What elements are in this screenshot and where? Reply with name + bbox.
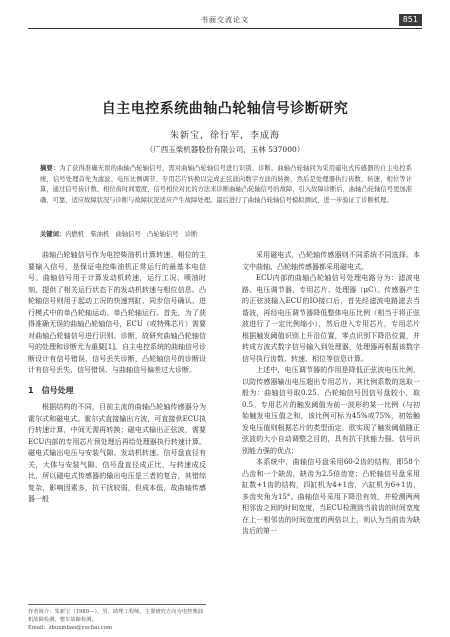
authors: 朱新宝，徐行军，李成海: [169, 131, 280, 141]
abstract-text: 为了获得准确无误的曲轴凸轮轴信号，需对曲轴凸轮轴信号进行识别、诊断。曲轴凸轮轴同为采用磁电式传感器的自主电控系统，信号处理首先为滤波、电压比例调节、专用芯片转换以完成正弦波向数字方波的转换，然后是处理器执行齿数、转速、相位等计算，通过信号齿计数、相位齿时间宽度，信号相位对比的方法来诊断曲轴凸轮轴信号的故障，引入故障诊断后，曲轴凸轮轴信号更加准确、可靠，适应故障状况与诊断与故障状况适应产生故障处理。最后进行了曲轴凸轮轴信号模拟测试，进一步验证了诊断机理。: [40, 165, 413, 204]
right-paragraph-3: 上述中，电压调节器的作用是降低正弦波电压比例，以防传感器输出电压超出专用芯片。其比例系数的选取一般为：曲轴信号取0.25，凸轮轴信号因信号盘较小，取0.5。专用芯片的触发阈值为前一波形的某一比例（与初始触发电压值之和，该比例可标为45%或75%，初始触发电压值则根据芯片的类型而定，欧实现了触发阈值随正弦波的大小自动调整之目的，具有抗干扰能力强、信号识别能力强的优点；: [242, 366, 420, 455]
section-paragraph: 根据结构的不同，目前主流的曲轴凸轮轴传感器分为霍尔式和磁电式。霍尔式直接输出方波，可直接供ECU执行转速计算，中间无需再转换；磁电式输出正弦波，需要ECU内部的专用芯片预处理后再给处理器执行转速计算。磁电式输出电压与安装气隙、发动机转速、信号盘直径有关，大体与安装气隙、信号盘直径成正比，与转速成反比，所以磁电式传感器的输出电压是三者的复合，其错综复杂，影响因素多，抗干扰较弱，但成本低，故曲轴传感器一般: [28, 403, 206, 503]
keywords: [40, 230, 412, 240]
intro-paragraph: 曲轴凸轮轴信号作为电控柴油机计算转速、相位的主要输入信号，是保证电控柴油机正常运行的最基本电信号。曲轴信号用于计算发动机转速，运行工况、喷油时刻，提供了相关运行状态下的发动机转速与相位信息。凸轮轴信号则用于起动工况的快速判缸、同步信号确认、进行模式中的单凸轮轴运动、单凸轮轴运行。首先，为了获得准确无误的曲轴凸轮轴信号，ECU（或特殊芯片）需要对曲轴凸轮轴信号进行识别、诊断，故研究曲轴凸轮轴信号的处理和诊断尤为重要[1]。自主电控系统的曲轴信号诊断设计有信号错误、信号丢失诊断，凸轮轴信号的诊断设计有信号丢失、信号错误、与曲轴信号偏差过大诊断。: [28, 251, 206, 374]
abstract: [40, 164, 412, 206]
paper-title: 自主电控系统曲轴凸轮轴信号诊断研究: [101, 101, 349, 117]
affiliation: （广西玉柴机器股份有限公司，玉林 537000）: [145, 145, 305, 154]
footnote-bio: 作者简介：朱新宝（1989—），男，助理工程师，主要研究方向为电控柴油机故障检测、整车故障检测。: [28, 609, 204, 623]
keywords-text: 内燃机 柴油机 曲轴信号 凸轮轴信号 诊断: [65, 231, 198, 238]
right-paragraph-2: ECU内部的曲轴凸轮轴信号处理电路分为：滤波电路、电压调节器、专用芯片、处理器（μC）。传感器产生的正弦波输入ECU的IO接口后，首先经滤波电路滤去当谐波，再经电压调节器降低整体电压比例（相当于将正弦波进行了一定比例缩小），然后进入专用芯片，专用芯片根据触发阈值识别上升沿位置，零点识别下降沿位置，并转成方波式数字信号输入到处理器，处理器再根据该数字信号执行齿数、转速、相位等信息计算。: [242, 274, 420, 363]
page-number: 851: [399, 14, 422, 26]
author-footnote: [28, 604, 206, 632]
running-head-text: 书面交流论文: [201, 16, 249, 24]
right-paragraph-1: 采用磁电式，凸轮轴传感器则不同系统不同选择。本文中曲轴、凸轮轴传感器都采用磁电式。: [242, 251, 420, 271]
section-heading: 1 信号处理: [28, 385, 74, 395]
footnote-email: Email：zhuxinbao@yuchai.com: [28, 625, 112, 631]
abstract-label: 摘要：: [40, 165, 60, 172]
right-paragraph-4: 本系统中，曲轴信号盘采用60-2齿的结构，即58个凸齿和一个缺齿，缺齿为2.5倍齿宽；凸轮轴信号盘采用缸数+1齿的结构，四缸机为4+1齿，六缸机为6+1齿，多齿夹角为15°。曲轴信号采用下降沿有效，并检测两两相邻齿之间的时间宽度，当ECU检测到当前齿的时间宽度在上一相邻齿的时间宽度的两倍以上，则认为当前齿为缺齿后的第一: [242, 458, 420, 535]
running-header: [28, 14, 422, 29]
right-column: [242, 250, 420, 538]
keywords-label: 关键词：: [40, 231, 66, 238]
left-column: [28, 250, 206, 506]
